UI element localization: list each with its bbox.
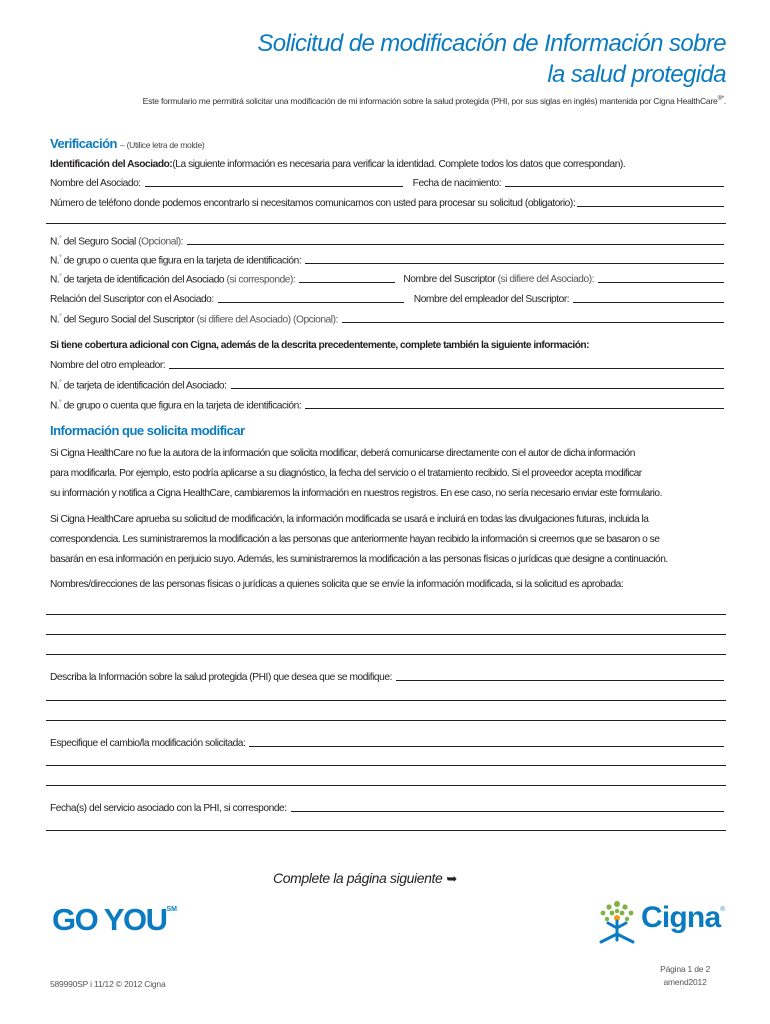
tarjeta-asociado-field[interactable] (299, 281, 395, 283)
paragraph-line: Si Cigna HealthCare no fue la autora de la información que solicita modificar, deberá comunicarse directamente con el autor de dicha información (50, 448, 635, 459)
nombre-asociado-field[interactable] (145, 185, 403, 187)
telefono-row (50, 195, 726, 209)
especifique-label: Especifique el cambio/la modificación solicitada: (50, 738, 246, 749)
complete-next-page: Complete la página siguiente ➥ (273, 870, 457, 886)
seguro-social-suscriptor-row: N.° del Seguro Social del Suscriptor (si difiere del Asociado) (Opcional): (50, 311, 726, 325)
cobertura-heading: Si tiene cobertura adicional con Cigna, además de la descrita precedentemente, complete también la siguiente información: (50, 340, 590, 351)
tarjeta-cobertura-field[interactable] (231, 387, 724, 389)
grupo-cuenta-row: N.° de grupo o cuenta que figura en la tarjeta de identificación: (50, 252, 726, 266)
intro-text: Este formulario me permitirá solicitar una modificación de mi información sobre la salud protegida (PHI, por sus siglas en inglés) mantenida por Cigna HealthCare®*. (142, 96, 726, 106)
especifique-row (50, 735, 726, 749)
telefono-field[interactable] (577, 205, 724, 207)
nombre-asociado-label: Nombre del Asociado: (50, 178, 141, 189)
tarjeta-cobertura-row: N.° de tarjeta de identificación del Asociado: (50, 377, 726, 391)
nombre-fecha-row (50, 175, 726, 189)
grupo-cuenta-field[interactable] (305, 262, 724, 264)
relacion-empleador-row (50, 291, 726, 305)
relacion-label: Relación del Suscriptor con el Asociado: (50, 294, 214, 305)
paragraph-line: para modificarla. Por ejemplo, esto podría aplicarse a su diagnóstico, la fecha del servicio o el tratamiento recibido. Si el proveedor acepta modificar (50, 468, 642, 479)
form-title (166, 28, 726, 90)
print-note: – (Utilice letra de molde) (120, 140, 205, 150)
empleador-suscriptor-field[interactable] (573, 301, 724, 303)
paragraph-line: basarán en esa información en perjuicio suyo. Además, les suministraremos la modificación a las personas físicas o jurídicas que designe a continuación. (50, 554, 668, 565)
page-number: Página 1 de 2 (660, 964, 710, 974)
go-you-logo: GO YOU℠ (52, 902, 177, 937)
identificacion-line: Identificación del Asociado: (La siguiente información es necesaria para verificar la identidad. Complete todos los datos que correspondan). (50, 159, 626, 170)
paragraph-line: Si Cigna HealthCare aprueba su solicitud de modificación, la información modificada se usará e incluirá en todas las divulgaciones futuras, incluida la (50, 514, 649, 525)
nombres-row (50, 576, 726, 590)
describa-row (50, 669, 726, 683)
relacion-field[interactable] (218, 301, 404, 303)
info-paragraph-1 (50, 444, 726, 504)
arrow-right-icon: ➥ (446, 871, 457, 886)
describa-label: Describa la Información sobre la salud protegida (PHI) que desea que se modifique: (50, 672, 392, 683)
fechas-field-line-2[interactable] (46, 830, 726, 831)
fecha-nacimiento-label: Fecha de nacimiento: (412, 178, 502, 189)
nombres-label: Nombres/direcciones de las personas físicas o jurídicas a quienes solicita que se envíe la información modificada, si la solicitud es aprobada: (50, 579, 624, 590)
nombres-field-line-2[interactable] (46, 634, 726, 635)
telefono-label: Número de teléfono donde podemos encontrarlo si necesitamos comunicarnos con usted para procesar su solicitud (obligatorio): (50, 198, 576, 209)
describa-field-line-2[interactable] (46, 700, 726, 701)
grupo-cobertura-row: N.° de grupo o cuenta que figura en la tarjeta de identificación: (50, 397, 726, 411)
describa-field[interactable] (396, 679, 724, 681)
title-line-1: Solicitud de modificación de Información sobre (257, 30, 726, 57)
form-code: 589990SP i 11/12 © 2012 Cigna (50, 979, 166, 989)
paragraph-line: su información y notifica a Cigna HealthCare, cambiaremos la información en nuestros registros. En ese caso, no sería necesario enviar este formulario. (50, 488, 662, 499)
verificacion-heading: Verificación – (Utilice letra de molde) (50, 136, 205, 151)
info-heading: Información que solicita modificar (50, 423, 245, 438)
nombre-suscriptor-field[interactable] (598, 281, 724, 283)
fechas-label: Fecha(s) del servicio asociado con la PHI, si corresponde: (50, 803, 287, 814)
describa-field-line-3[interactable] (46, 720, 726, 721)
page-info (660, 963, 710, 989)
seguro-social-field[interactable] (187, 243, 724, 245)
nombres-field-line-1[interactable] (46, 614, 726, 615)
fecha-nacimiento-field[interactable] (505, 185, 724, 187)
fechas-field[interactable] (291, 810, 724, 812)
cigna-logo-text: Cigna® (641, 901, 724, 934)
amend-code: amend2012 (663, 977, 707, 987)
especifique-field-line-2[interactable] (46, 765, 726, 766)
grupo-cobertura-field[interactable] (305, 407, 724, 409)
fechas-row (50, 800, 726, 814)
especifique-field-line-3[interactable] (46, 785, 726, 786)
otro-empleador-label: Nombre del otro empleador: (50, 360, 166, 371)
tarjeta-suscriptor-row: N.° de tarjeta de identificación del Asociado (si corresponde): Nombre del Suscriptor (si difiere del Asociado): (50, 271, 726, 285)
otro-empleador-row (50, 357, 726, 371)
otro-empleador-field[interactable] (169, 367, 724, 369)
title-line-2: la salud protegida (547, 61, 726, 88)
info-paragraph-2 (50, 510, 726, 570)
empleador-suscriptor-label: Nombre del empleador del Suscriptor: (413, 294, 570, 305)
especifique-field[interactable] (249, 745, 724, 747)
paragraph-line: correspondencia. Les suministraremos la modificación a las personas que anteriormente hayan recibido la información si creemos que se basaron o se (50, 534, 660, 545)
nombres-field-line-3[interactable] (46, 654, 726, 655)
seguro-social-suscriptor-field[interactable] (342, 321, 724, 323)
telefono-field-line-2[interactable] (46, 223, 726, 224)
seguro-social-row: N.° del Seguro Social (Opcional): (50, 233, 726, 247)
